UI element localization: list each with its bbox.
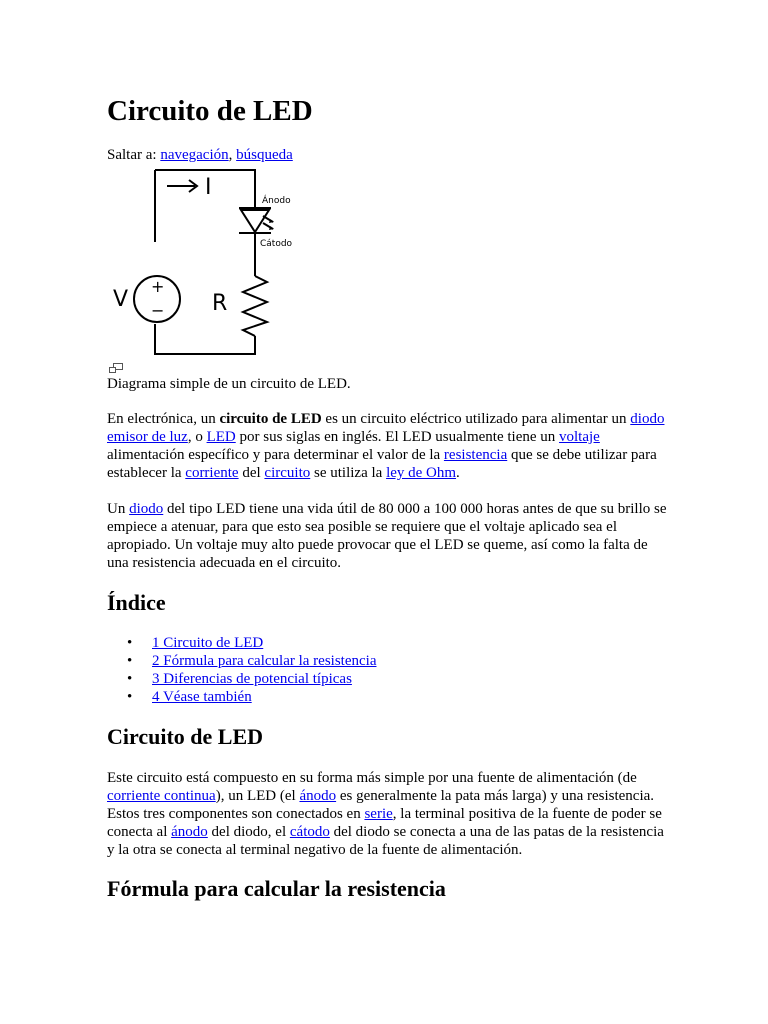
link-ley-de-ohm[interactable]: ley de Ohm — [386, 465, 457, 481]
text: es generalmente la pata más larga) y una resistencia. Estos tres componentes son conectados en — [107, 788, 655, 822]
text: es un circuito eléctrico utilizado para alimentar un — [321, 411, 631, 427]
bullet-icon: • — [127, 653, 133, 669]
table-of-contents — [127, 634, 376, 706]
link-anodo[interactable]: ánodo — [299, 788, 337, 804]
text: . — [456, 465, 460, 481]
toc-link-vease-tambien[interactable]: 4 Véase también — [152, 689, 252, 705]
toc-link-circuito-de-led[interactable]: 1 Circuito de LED — [152, 635, 264, 651]
link-diodo[interactable]: diodo — [129, 501, 164, 517]
jump-separator: , — [228, 147, 237, 163]
circuit-paragraph — [107, 769, 667, 859]
search-link[interactable]: búsqueda — [236, 147, 293, 163]
section-heading-circuito: Circuito de LED — [107, 724, 264, 749]
text: ), un LED (el — [215, 788, 300, 804]
text: se utiliza la — [310, 465, 387, 481]
link-voltaje[interactable]: voltaje — [559, 429, 600, 445]
text: alimentación específico y para determinar el valor de la — [107, 447, 444, 463]
plus-sign: + — [151, 277, 165, 296]
toc-item — [127, 688, 376, 706]
toc-link-formula[interactable]: 2 Fórmula para calcular la resistencia — [152, 653, 377, 669]
text: , la terminal positiva de la fuente de poder se conecta al — [107, 806, 662, 840]
text: Un — [107, 501, 130, 517]
intro-paragraph — [107, 410, 667, 482]
bullet-icon: • — [127, 671, 133, 687]
navigation-link[interactable]: navegación — [160, 147, 229, 163]
anode-label: Ánodo — [262, 196, 291, 206]
text: del diodo, el — [207, 824, 290, 840]
link-circuito[interactable]: circuito — [264, 465, 311, 481]
toc-link-diferencias[interactable]: 3 Diferencias de potencial típicas — [152, 671, 352, 687]
image-caption: Diagrama simple de un circuito de LED. — [107, 376, 351, 392]
text: del diodo se conecta a una de las patas de la resistencia y la otra se conecta al terminal negativo de la fuente de alimentación. — [107, 824, 664, 858]
toc-item — [127, 634, 376, 652]
text: del — [238, 465, 265, 481]
link-corriente-continua[interactable]: corriente continua — [107, 788, 216, 804]
link-diodo-emisor-de-luz[interactable]: diodo emisor de luz — [107, 411, 665, 445]
section-heading-formula: Fórmula para calcular la resistencia — [107, 876, 446, 901]
link-resistencia[interactable]: resistencia — [443, 447, 508, 463]
bullet-icon: • — [127, 635, 133, 651]
link-corriente[interactable]: corriente — [185, 465, 239, 481]
led-triangle-icon — [241, 210, 269, 232]
led-circuit-diagram[interactable] — [111, 166, 311, 360]
jump-links — [107, 146, 667, 164]
voltage-label: V — [113, 287, 129, 312]
term-bold: circuito de LED — [219, 411, 322, 427]
toc-item — [127, 670, 376, 688]
text: por sus siglas en inglés. El LED usualmente tiene un — [235, 429, 560, 445]
resistor-label: R — [212, 291, 228, 316]
bullet-icon: • — [127, 689, 133, 705]
link-anodo[interactable]: ánodo — [171, 824, 208, 840]
current-label: I — [205, 175, 212, 200]
text: del tipo LED tiene una vida útil de 80 000 a 100 000 horas antes de que su brillo se empiece a atenuar, para que esto sea posible se requiere que el voltaje aplicado sea el apropiado. Un voltaje muy alto puede provocar que el LED se queme, así como la falta de una resistencia adecuada en el circuito. — [107, 501, 667, 571]
link-led[interactable]: LED — [206, 429, 236, 445]
toc-heading: Índice — [107, 590, 166, 615]
magnify-icon[interactable] — [109, 363, 123, 374]
cathode-label: Cátodo — [260, 239, 293, 249]
link-serie[interactable]: serie — [364, 806, 393, 822]
page-title: Circuito de LED — [107, 95, 313, 127]
text: , o — [187, 429, 207, 445]
text: En electrónica, un — [107, 411, 220, 427]
link-catodo[interactable]: cátodo — [289, 824, 330, 840]
lifetime-paragraph — [107, 500, 667, 572]
text: que se debe utilizar para establecer la — [107, 447, 657, 481]
minus-sign: − — [151, 301, 165, 320]
wire-left-bottom — [155, 324, 255, 354]
toc-item — [127, 652, 376, 670]
resistor-icon — [243, 276, 267, 336]
text: Este circuito está compuesto en su forma más simple por una fuente de alimentación (de — [107, 770, 637, 786]
jump-prefix: Saltar a: — [107, 147, 161, 163]
